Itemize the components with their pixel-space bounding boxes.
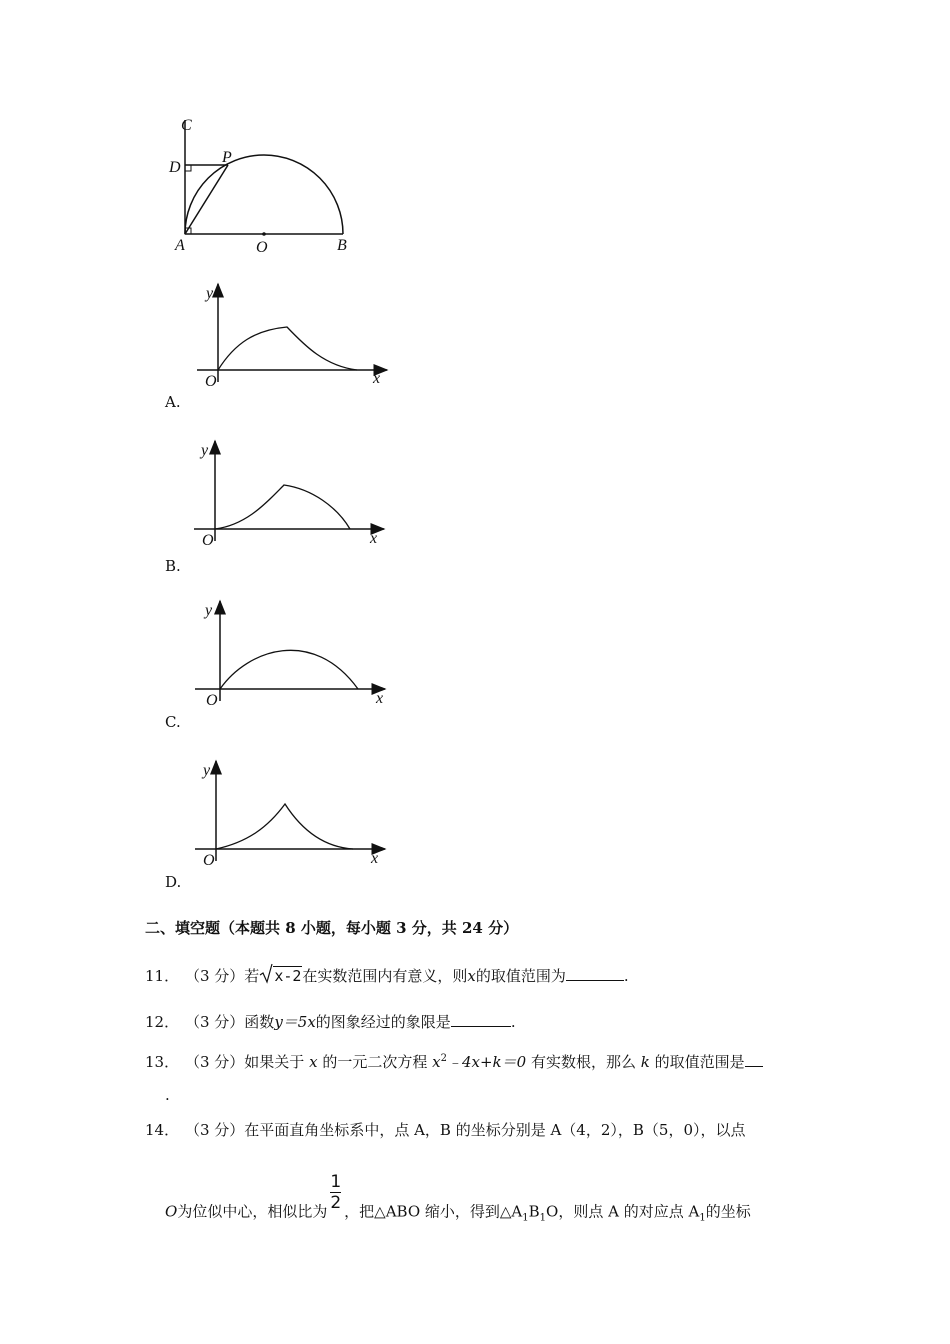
curve xyxy=(218,327,357,370)
q11-answer-blank[interactable] xyxy=(566,966,624,981)
label-b: B xyxy=(337,237,347,254)
option-b-label[interactable]: B. xyxy=(165,557,181,575)
sqrt-sign-icon xyxy=(259,963,273,985)
y-label: y xyxy=(201,442,209,459)
q14-t1: 为位似中心，相似比为 xyxy=(177,1202,328,1221)
curve xyxy=(215,485,350,529)
x-label: x xyxy=(370,530,378,547)
q12-end: . xyxy=(510,1013,516,1031)
q11-score: （3 分）若 xyxy=(185,967,260,985)
option-c-label[interactable]: C. xyxy=(165,713,181,731)
q14-o: O xyxy=(165,1202,178,1221)
q14-sub2: 1 xyxy=(539,1212,547,1224)
x-label: x xyxy=(376,690,384,707)
origin-label: O xyxy=(206,692,218,707)
fraction-one-half xyxy=(330,1172,341,1213)
label-a: A xyxy=(175,237,185,254)
q13-var: x xyxy=(309,1053,318,1071)
center-o-dot xyxy=(262,232,266,236)
label-o: O xyxy=(256,239,268,256)
y-label: y xyxy=(203,762,211,779)
question-11 xyxy=(145,966,629,986)
q14-t2: ，把△ABO 缩小，得到△A xyxy=(344,1202,523,1221)
q14-line1: （3 分）在平面直角坐标系中，点 A，B 的坐标分别是 A（4，2），B（5，0），以点 xyxy=(185,1121,746,1139)
option-a-label[interactable]: A. xyxy=(165,393,181,411)
q14-t4: O，则点 A 的对应点 A xyxy=(546,1202,700,1221)
right-angle-d xyxy=(185,165,191,171)
q13-var-k: k xyxy=(640,1053,650,1071)
section-title: 二、填空题（本题共 8 小题，每小题 3 分，共 24 分） xyxy=(145,919,519,937)
line-ap xyxy=(185,165,228,234)
curve xyxy=(216,804,353,849)
q11-tail: 的取值范围为 xyxy=(475,967,566,985)
q14-sub1: 1 xyxy=(522,1212,529,1224)
q13-eq-x: x xyxy=(432,1053,441,1071)
q13-text1: 的一元二次方程 xyxy=(322,1053,428,1071)
origin-label: O xyxy=(202,532,214,547)
x-label: x xyxy=(373,370,381,387)
q13-number: 13． xyxy=(145,1053,180,1071)
q14-sub3: 1 xyxy=(699,1212,706,1224)
q13-answer-blank[interactable] xyxy=(745,1052,763,1067)
question-14-line2 xyxy=(165,1172,751,1233)
origin-label: O xyxy=(203,852,215,867)
q12-text: 的图象经过的象限是 xyxy=(315,1013,451,1031)
q12-number: 12． xyxy=(145,1013,180,1031)
q14-number: 14． xyxy=(145,1121,180,1139)
label-p: P xyxy=(222,149,232,166)
q12-answer-blank[interactable] xyxy=(451,1012,511,1027)
q11-number: 11． xyxy=(145,967,180,985)
q12-func: y＝5x xyxy=(274,1013,316,1031)
q14-t3: B xyxy=(528,1202,540,1221)
q13-text2: 有实数根，那么 xyxy=(530,1053,636,1071)
radicand: x-2 xyxy=(274,967,302,985)
q11-end: . xyxy=(623,967,629,985)
q11-text: 在实数范围内有意义，则 xyxy=(302,967,468,985)
q13-eq-exp: 2 xyxy=(440,1053,447,1064)
sqrt-expression xyxy=(259,966,302,986)
q12-score: （3 分）函数 xyxy=(185,1013,275,1031)
q13-text3: 的取值范围是 xyxy=(654,1053,745,1071)
q13-continuation: . xyxy=(165,1086,170,1104)
x-label: x xyxy=(371,850,379,867)
semicircle-arc xyxy=(185,155,343,234)
q13-score: （3 分）如果关于 xyxy=(185,1053,305,1071)
curve xyxy=(220,650,358,689)
q14-t5: 的坐标 xyxy=(705,1202,751,1221)
graph-option-d xyxy=(193,757,393,867)
question-13 xyxy=(145,1049,763,1072)
q11-var: x xyxy=(467,967,476,985)
question-14-line1 xyxy=(145,1120,746,1140)
label-c: C xyxy=(181,117,192,134)
y-label: y xyxy=(205,602,213,619)
frac-denominator: 2 xyxy=(330,1193,342,1213)
label-d: D xyxy=(169,159,181,176)
geometry-figure xyxy=(165,112,365,257)
graph-option-a xyxy=(195,278,395,388)
frac-numerator: 1 xyxy=(330,1172,342,1192)
graph-option-c xyxy=(193,597,393,707)
graph-option-b xyxy=(192,437,392,547)
option-d-label[interactable]: D. xyxy=(165,873,182,891)
y-label: y xyxy=(206,285,214,302)
q13-eq-rest: ﹣4x+k＝0 xyxy=(446,1053,527,1071)
question-12 xyxy=(145,1012,516,1032)
origin-label: O xyxy=(205,373,217,388)
